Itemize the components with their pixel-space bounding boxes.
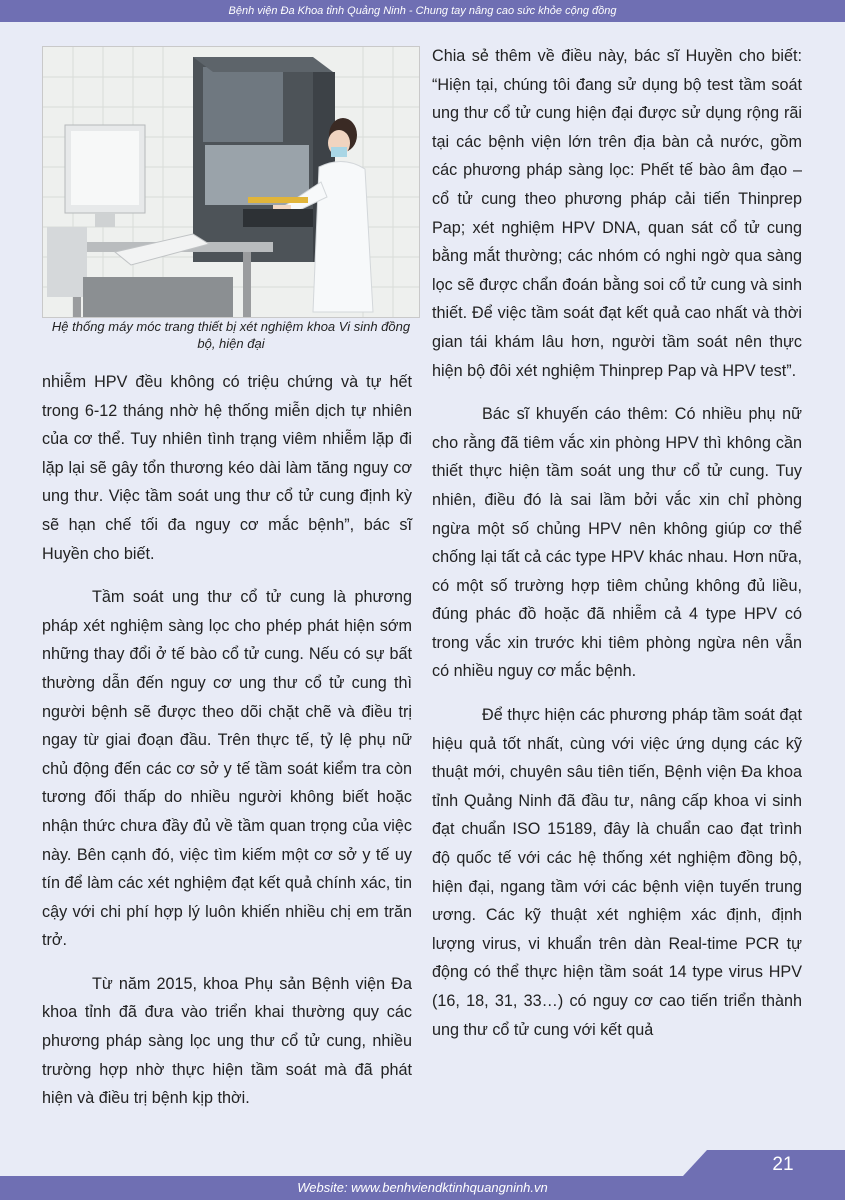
lab-equipment-photo <box>42 46 420 318</box>
right-paragraph-1: Chia sẻ thêm về điều này, bác sĩ Huyền cho biết: “Hiện tại, chúng tôi đang sử dụng bộ test tầm soát ung thư cổ tử cung hiện đại được sử dụng rộng rãi tại các bệnh viện lớn trên địa bàn cả nước, gồm các phương pháp sàng lọc: Phết tế bào âm đạo – cổ tử cung theo phương pháp cải tiến Thinprep Pap; xét nghiệm HPV DNA, quan sát cổ tử cung bằng mắt thường; các nhóm có nghi ngờ qua sàng lọc sẽ được chẩn đoán bằng soi cổ tử cung và sinh thiết. Để việc tầm soát đạt kết quả cao nhất và thời gian tái khám lâu hơn, người tầm soát nên thực hiện bộ đôi xét nghiệm Thinprep Pap và HPV test”. <box>432 47 802 380</box>
left-column <box>42 368 412 1113</box>
photo-caption: Hệ thống máy móc trang thiết bị xét nghiệm khoa Vi sinh đồng bộ, hiện đại <box>51 319 411 351</box>
header-banner: Bệnh viện Đa Khoa tỉnh Quảng Ninh - Chung tay nâng cao sức khỏe cộng đồng <box>0 0 845 22</box>
page-number: 21 <box>772 1154 794 1175</box>
lab-photo-illustration <box>43 47 419 317</box>
footer-website: Website: www.benhviendktinhquangninh.vn <box>0 1176 845 1200</box>
left-paragraph-1: nhiễm HPV đều không có triệu chứng và tự hết trong 6-12 tháng nhờ hệ thống miễn dịch tự nhiên của cơ thể. Tuy nhiên tình trạng viêm nhiễm lặp đi lặp lại sẽ gây tổn thương kéo dài làm tăng nguy cơ ung thư. Việc tầm soát ung thư cổ tử cung định kỳ sẽ hạn chế tối đa nguy cơ mắc bệnh”, bác sĩ Huyền cho biết. <box>42 373 412 563</box>
right-column <box>432 42 802 1044</box>
left-paragraph-2: Tầm soát ung thư cổ tử cung là phương pháp xét nghiệm sàng lọc cho phép phát hiện sớm những thay đổi ở tế bào cổ tử cung. Nếu có sự bất thường dẫn đến nguy cơ ung thư cổ tử cung thì người bệnh sẽ được theo dõi chặt chẽ và điều trị ngay từ giai đoạn đầu. Trên thực tế, tỷ lệ phụ nữ chủ động đến các cơ sở y tế tầm soát kiểm tra còn tương đối thấp do nhiều người không biết hoặc nhận thức chưa đầy đủ về tầm quan trọng của việc này. Bên cạnh đó, việc tìm kiếm một cơ sở y tế uy tín để làm các xét nghiệm đạt kết quả chính xác, tin cậy với chi phí hợp lý luôn khiến nhiều chị em trăn trở. <box>42 588 412 950</box>
right-paragraph-3: Để thực hiện các phương pháp tầm soát đạt hiệu quả tốt nhất, cùng với việc ứng dụng các kỹ thuật mới, chuyên sâu tiên tiến, Bệnh viện Đa khoa tỉnh Quảng Ninh đã đầu tư, nâng cấp khoa vi sinh đạt chuẩn ISO 15189, đây là chuẩn cao đạt trình độ quốc tế với các hệ thống xét nghiệm đồng bộ, hiện đại, ngang tầm với các bệnh viện tuyến trung ương. Các kỹ thuật xét nghiệm xác định, định lượng virus, vi khuẩn trên dàn Real-time PCR tự động có thể thực hiện tầm soát 14 type virus HPV (16, 18, 31, 33…) có nguy cơ cao tiến triển thành ung thư cổ tử cung với kết quả <box>432 706 802 1039</box>
right-paragraph-2: Bác sĩ khuyến cáo thêm: Có nhiều phụ nữ cho rằng đã tiêm vắc xin phòng HPV thì không cần thiết thực hiện tầm soát ung thư cổ tử cung. Tuy nhiên, điều đó là sai lầm bởi vắc xin chỉ phòng ngừa một số chủng HPV nên không giúp cơ thể chống lại tất cả các type HPV khác nhau. Hơn nữa, có một số trường hợp tiêm chủng không đủ liều, đúng phác đồ hoặc đã nhiễm cả 4 type HPV có trong vắc xin trước khi tiêm phòng ngừa nên vẫn có nhiều nguy cơ mắc bệnh. <box>432 405 802 681</box>
left-paragraph-3: Từ năm 2015, khoa Phụ sản Bệnh viện Đa khoa tỉnh đã đưa vào triển khai thường quy các phương pháp sàng lọc ung thư cổ tử cung, nhiều trường hợp nhờ thực hiện tầm soát mà đã phát hiện và điều trị bệnh kịp thời. <box>42 974 412 1108</box>
